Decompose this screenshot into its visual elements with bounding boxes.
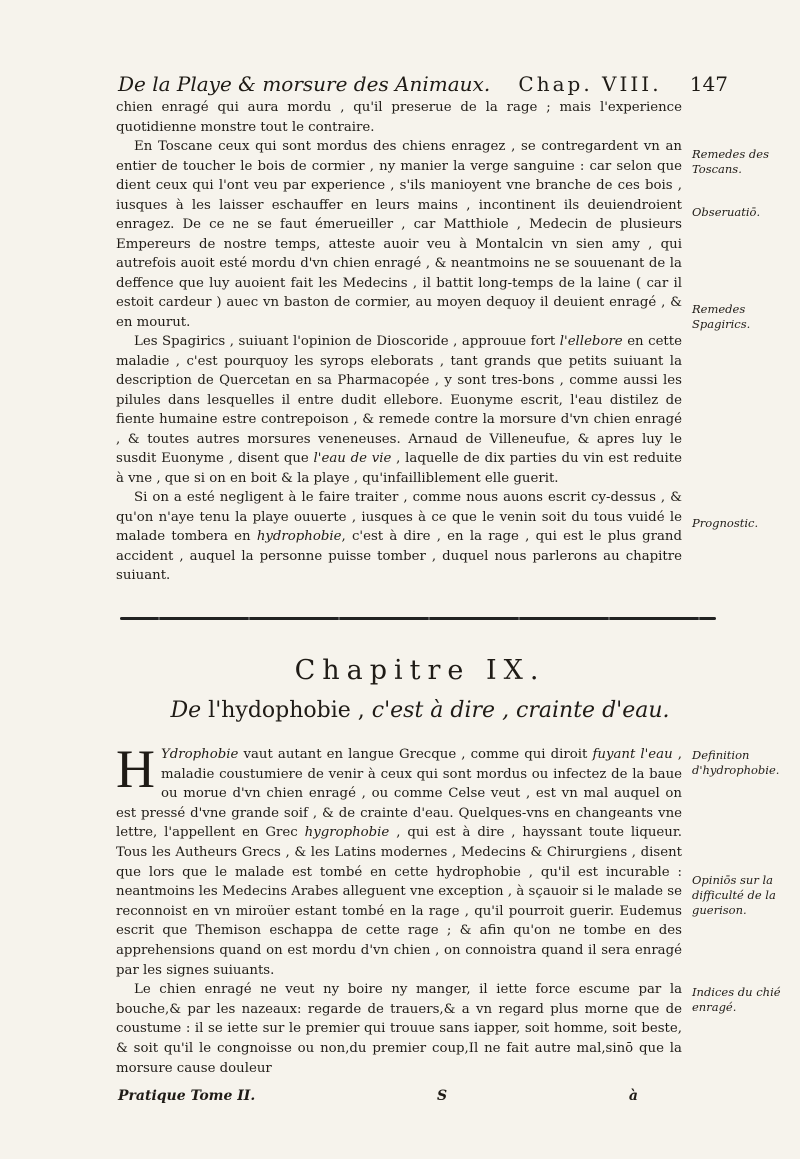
italic-term: l'eau de vie bbox=[313, 451, 392, 466]
margin-note: Opiniōs sur la difficulté de la guerison. bbox=[692, 873, 776, 917]
margin-note: Obseruatiō. bbox=[692, 205, 761, 219]
running-title: De la Playe & morsure des Animaux. bbox=[118, 72, 491, 96]
catchword: à bbox=[628, 1088, 638, 1104]
italic-term: hydrophobie bbox=[256, 529, 342, 544]
margin-note: Remedes des Toscans. bbox=[692, 147, 769, 176]
paragraph: H Ydrophobie vaut autant en langue Grecque , comme qui diroit fuyant l'eau , maladie coustumiere de venir à ceux qui sont mordus ou infectez de la baue ou morue d'vn chien enragé , ou comme Celse veut , est vn mal auquel on est pressé d'vne grande soif , & de crainte d'eau. Quelques-vns en changeants vne lettre, l'appellent en Grec hygrophobie , qui est à dire , hayssant toute liqueur. Tous les Autheurs Grecs , & les Latins modernes , Medecins & Chirurgiens , disent que lors que le malade est tombé en cette hydrophobie , qu'il est incurable : neantmoins les Medecins Arabes alleguent vne exception , à sçauoir si le malade se reconnoist en vn miroüer estant tombé en la rage , qu'il pourroit guerir. Eudemus escrit que Themison eschappa de cette rage ; & afin qu'on ne tombe en des apprehensions quand on est mordu d'vn chien , on connoistra quand il sera enragé par les signes suiuants. bbox=[116, 739, 682, 978]
paragraph: Le chien enragé ne veut ny boire ny manger, il iette force escume par la bouche,& par les nazeaux: regarde de trauers,& a vn regard plus morne que de coustume : il se iette sur le premier qui trouue sans iapper, soit homme, soit beste, & soit qu'il le congnoisse ou non,du premier coup,Il ne fait autre mal,sinō que la morsure cause douleur bbox=[116, 982, 682, 1076]
paragraph: En Toscane ceux qui sont mordus des chiens enragez , se contregardent vn an entier de toucher le bois de cormier , ny manier la verge sanguine : car selon que dient ceux qui l'ont veu par experience , s'ils manioyent vne branche de ces bois , iusques à les laisser eschauffer en leurs mains , incontinent ils deuiendroient enragez. De ce ne se faut émerueiller , car Matthiole , Medecin de plusieurs Empereurs de nostre temps, atteste auoir veu à Montalcin vn sien amy , qui autrefois auoit esté mordu d'vn chien enragé , & neantmoins ne se souuenant de la deffence que luy auoient fait les Medecins , il battit long-temps de la laine ( car il estoit cardeur ) auec vn baston de cormier, au moyen dequoy il deuient enragé , & en mourut. bbox=[116, 139, 682, 330]
running-header bbox=[118, 72, 728, 96]
chapter-reference: Chap. VIII. bbox=[518, 72, 662, 96]
chapter-subtitle: De l'hydophobie , c'est à dire , crainte d'eau. bbox=[170, 698, 670, 723]
margin-note: Definition d'hydrophobie. bbox=[692, 748, 780, 777]
signature-mark: S bbox=[437, 1088, 448, 1104]
paragraph: chien enragé qui aura mordu , qu'il preserue de la rage ; mais l'experience quotidienne monstre tout le contraire. bbox=[116, 100, 682, 135]
page-footer bbox=[118, 1088, 638, 1104]
drop-cap: H bbox=[116, 739, 155, 799]
section-one-text bbox=[116, 98, 682, 586]
chapter-title: Chapitre IX. bbox=[294, 655, 546, 686]
margin-note: Remedes Spagirics. bbox=[692, 302, 751, 331]
section-two-text bbox=[116, 739, 682, 1078]
page-number: 147 bbox=[689, 72, 728, 96]
paragraph: Les Spagirics , suiuant l'opinion de Dioscoride , approuue fort l'ellebore en cette maladie , c'est pourquoy les syrops eleborats , tant grands que petits suiuant la description de Quercetan en sa Pharmacopée , y sont tres-bons , comme aussi les pilules dans lesquelles il entre dudit ellebore. Euonyme escrit, l'eau distilez de fiente humaine estre contrepoison , & remede contre la morsure d'vn chien enragé , & toutes autres morsures veneneuses. Arnaud de Villeneufue, & apres luy le susdit Euonyme , disent que l'eau de vie , laquelle de dix parties du vin est reduite à vne , que si on en boit & la playe , qu'infailliblement elle guerit. bbox=[116, 334, 682, 486]
ornamental-rule bbox=[120, 617, 716, 620]
paragraph: Si on a esté negligent à le faire traiter , comme nous auons escrit cy-dessus , & qu'on n'aye tenu la playe ouuerte , iusques à ce que le venin soit du tous vuidé le malade tombera en hydrophobie, c'est à dire , en la rage , qui est le plus grand accident , auquel la personne puisse tomber , duquel nous parlerons au chapitre suiuant. bbox=[116, 490, 682, 583]
margin-note: Prognostic. bbox=[692, 516, 759, 530]
volume-label: Pratique Tome II. bbox=[118, 1088, 256, 1104]
margin-note: Indices du chié enragé. bbox=[692, 985, 781, 1014]
italic-term: l'ellebore bbox=[559, 334, 623, 349]
